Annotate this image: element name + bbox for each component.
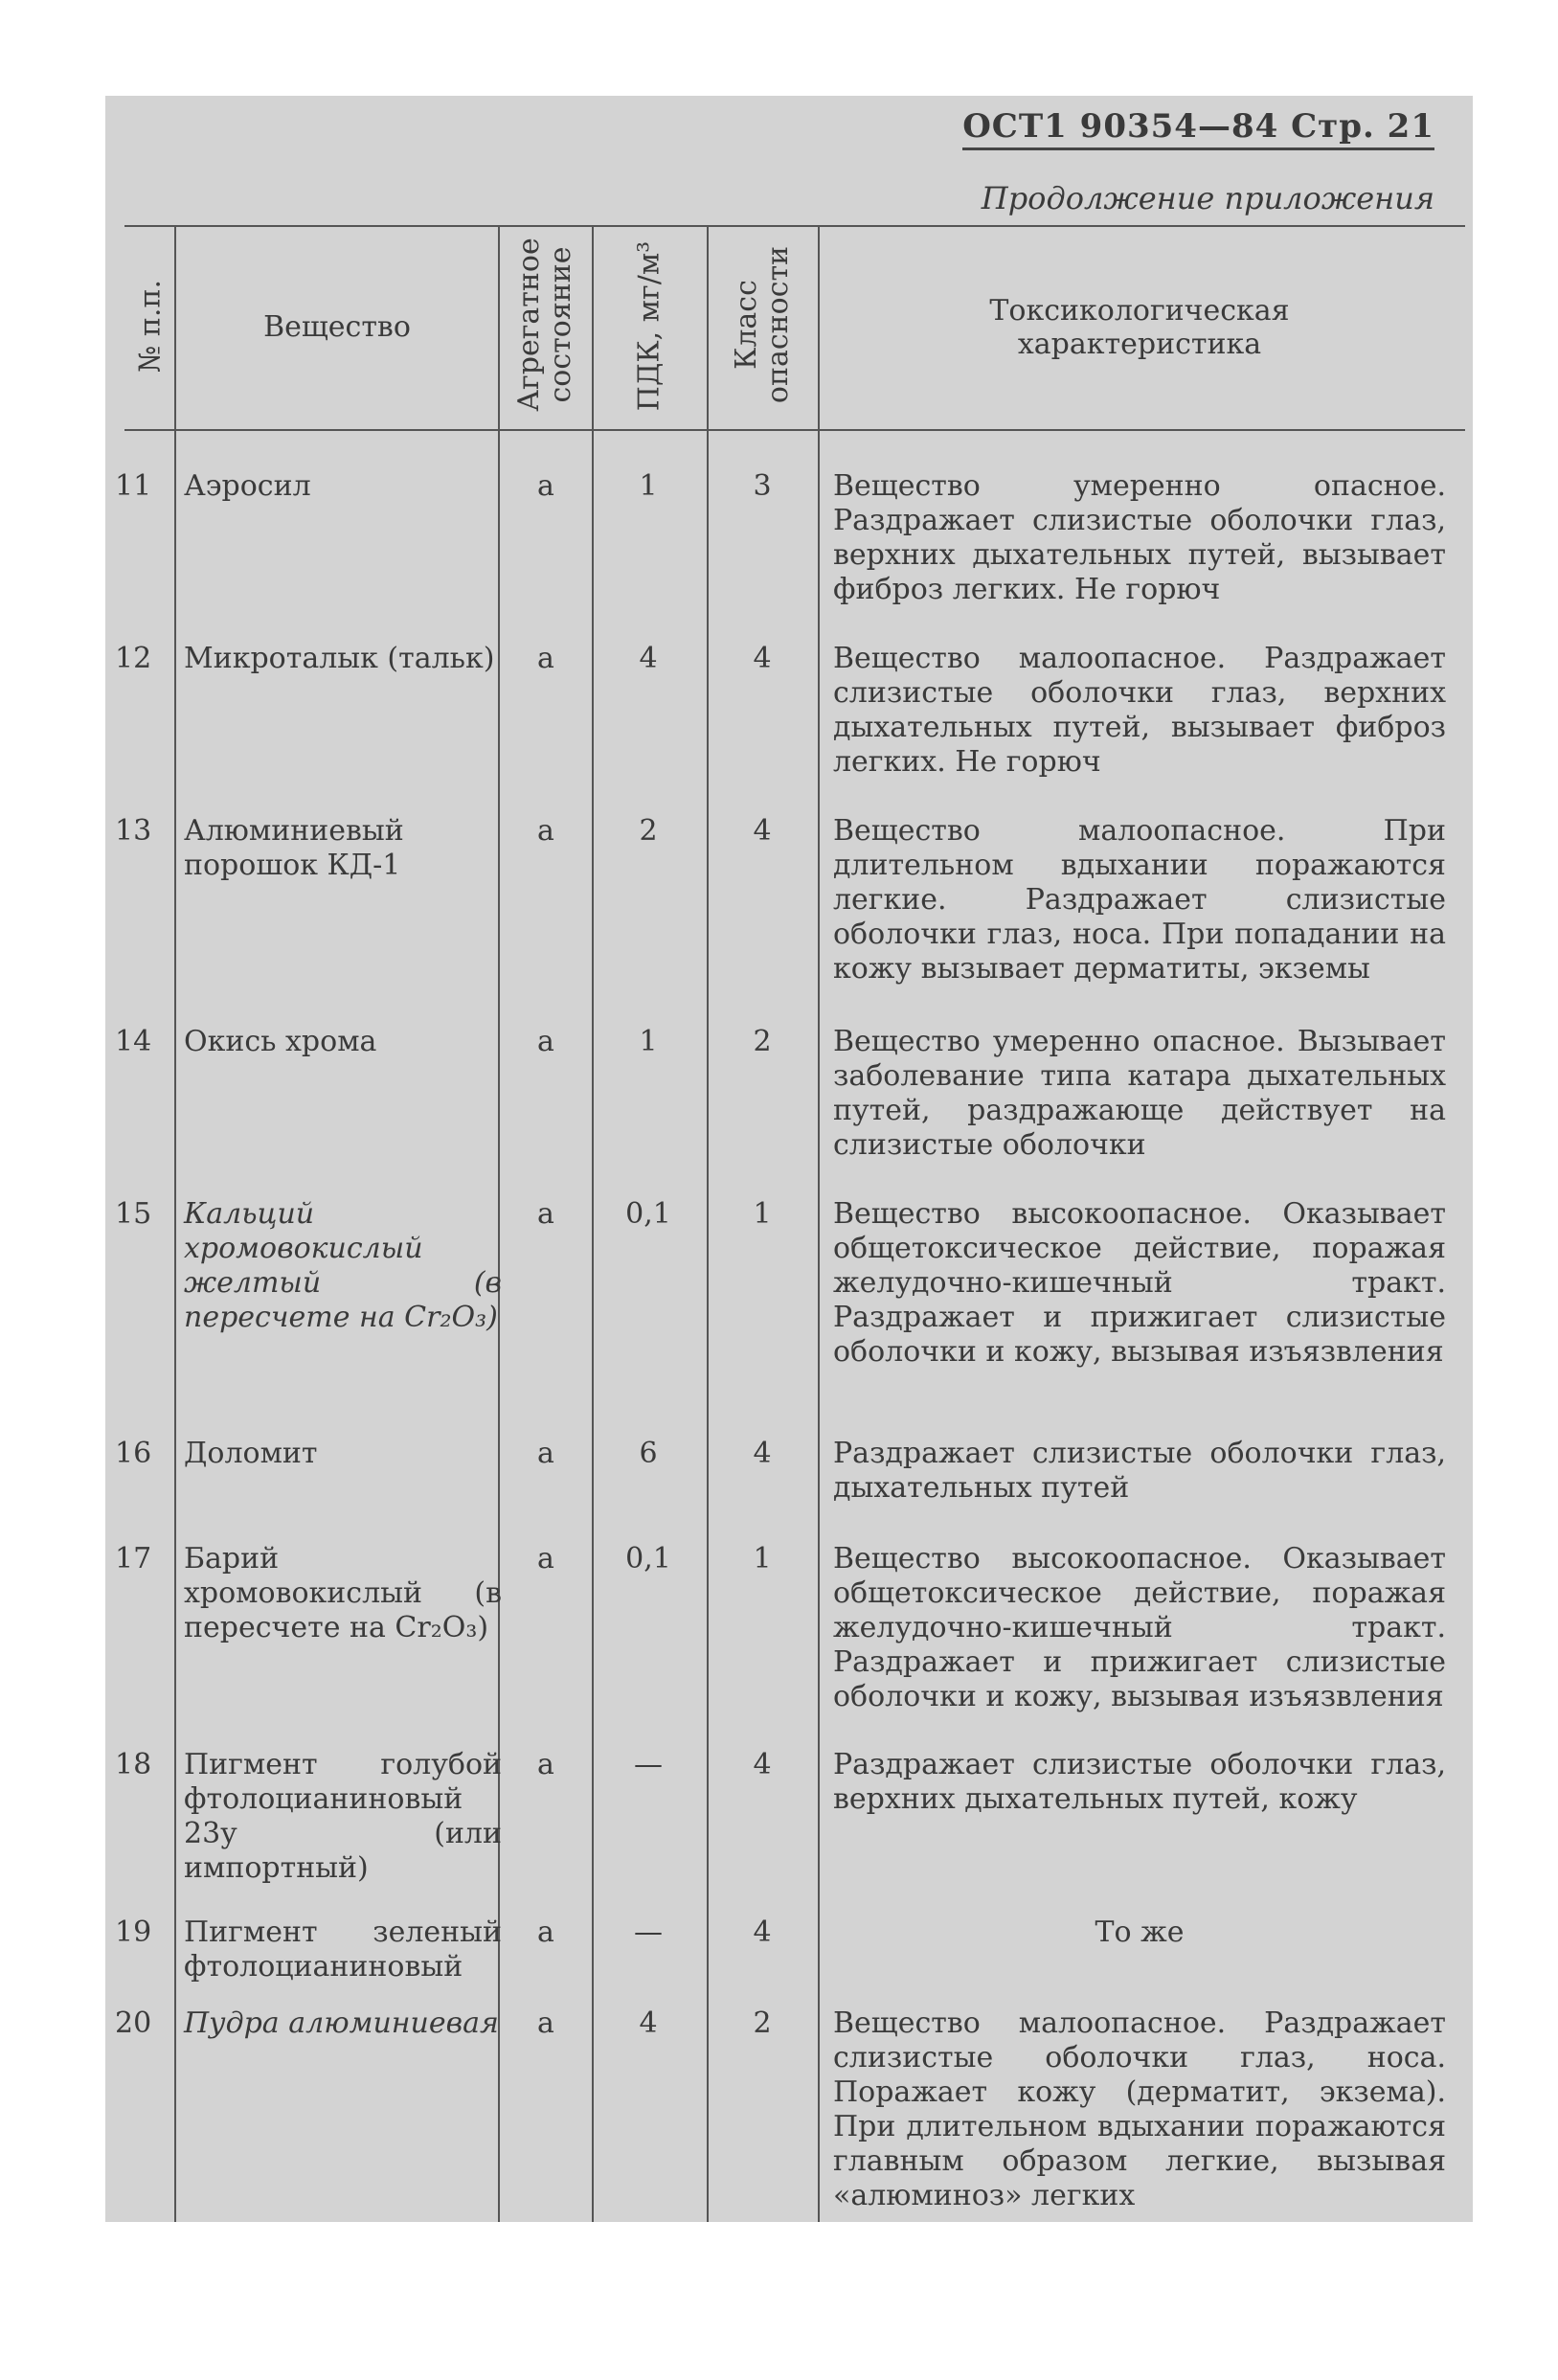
substance-name: Микроталык (тальк) bbox=[184, 642, 495, 675]
column-header-aggregate bbox=[513, 234, 576, 416]
substance-name: Окись хрома bbox=[184, 1025, 377, 1058]
row-number: 14 bbox=[115, 1025, 152, 1058]
pdk-value: 1 bbox=[639, 1025, 658, 1058]
toxicology-text: Раздражает слизистые оболочки глаз, верхних дыхательных путей, кожу bbox=[833, 1748, 1446, 1816]
aggregate-state: а bbox=[537, 1197, 554, 1231]
toxicology-text: Раздражает слизистые оболочки глаз, дыхательных путей bbox=[833, 1437, 1446, 1505]
toxicology-text: Вещество малоопасное. При длительном вдыхании поражаются легкие. Раздражает слизистые оболочки глаз, носа. При попадании на кожу вызывает дерматиты, экземы bbox=[833, 814, 1446, 986]
toxicology-text: Вещество высокоопасное. Оказывает общетоксическое действие, поражая желудочно-кишечный тракт. Раздражает и прижигает слизистые оболочки и кожу, вызывая изъязвления bbox=[833, 1197, 1446, 1369]
column-header-hazard-class bbox=[731, 234, 794, 416]
toxicology-text: То же bbox=[1095, 1915, 1185, 1949]
toxicology-text: Вещество малоопасное. Раздражает слизистые оболочки глаз, носа. Поражает кожу (дерматит, экзема). При длительном вдыхании поражаются главным образом легкие, вызывая «алюминоз» легких bbox=[833, 2006, 1446, 2212]
pdk-value: 0,1 bbox=[625, 1542, 671, 1575]
row-number: 13 bbox=[115, 814, 152, 848]
toxicology-text: Вещество высокоопасное. Оказывает общетоксическое действие, поражая желудочно-кишечный тракт. Раздражает и прижигает слизистые оболочки и кожу, вызывая изъязвления bbox=[833, 1542, 1446, 1713]
row-number: 17 bbox=[115, 1542, 152, 1575]
substance-name: Алюминиевый порошок КД-1 bbox=[184, 814, 404, 882]
column-header-pdk: ПДК, мг/м³ bbox=[632, 240, 666, 412]
substance-name: Пудра алюминиевая bbox=[184, 2006, 499, 2040]
aggregate-state: а bbox=[537, 814, 554, 848]
column-divider bbox=[174, 225, 176, 2222]
pdk-value: 2 bbox=[639, 814, 658, 848]
pdk-value: 1 bbox=[639, 469, 658, 503]
aggregate-state: а bbox=[537, 1025, 554, 1058]
document-page bbox=[105, 96, 1473, 2222]
aggregate-state: а bbox=[537, 642, 554, 675]
continuation-note: Продолжение приложения bbox=[981, 180, 1434, 216]
aggregate-state: а bbox=[537, 469, 554, 503]
document-code: ОСТ1 90354—84 Стр. 21 bbox=[962, 107, 1434, 150]
substance-name: Барий хромовокислый (в пересчете на Cr₂O₃) bbox=[184, 1542, 502, 1644]
row-number: 11 bbox=[115, 469, 152, 503]
toxicology-text: Вещество умеренно опасное. Раздражает слизистые оболочки глаз, верхних дыхательных путей, вызывает фиброз легких. Не горюч bbox=[833, 469, 1446, 606]
substance-name: Пигмент зеленый фтолоцианиновый bbox=[184, 1915, 502, 1983]
hazard-class: 4 bbox=[753, 642, 772, 675]
hazard-class: 2 bbox=[753, 2006, 772, 2040]
pdk-value: 4 bbox=[639, 642, 658, 675]
toxicology-text: Вещество умеренно опасное. Вызывает заболевание типа катара дыхательных путей, раздражающе действует на слизистые оболочки bbox=[833, 1025, 1446, 1162]
row-number: 20 bbox=[115, 2006, 152, 2040]
pdk-value: — bbox=[634, 1915, 663, 1949]
substance-name: Пигмент голубой фтолоцианиновый 23у (или импортный) bbox=[184, 1748, 502, 1885]
aggregate-label: Агрегатное состояние bbox=[512, 238, 577, 412]
aggregate-state: а bbox=[537, 1748, 554, 1781]
pdk-value: 6 bbox=[639, 1437, 658, 1470]
toxicology-text: Вещество малоопасное. Раздражает слизистые оболочки глаз, верхних дыхательных путей, вызывает фиброз легких. Не горюч bbox=[833, 642, 1446, 779]
row-number: 19 bbox=[115, 1915, 152, 1949]
row-number: 12 bbox=[115, 642, 152, 675]
hazard-class: 4 bbox=[753, 1437, 772, 1470]
aggregate-state: а bbox=[537, 1437, 554, 1470]
pdk-value: 4 bbox=[639, 2006, 658, 2040]
pdk-value: — bbox=[634, 1748, 663, 1781]
substance-name: Доломит bbox=[184, 1437, 318, 1470]
table-header-rule bbox=[124, 429, 1465, 431]
hazard-class: 4 bbox=[753, 1915, 772, 1949]
hazard-class: 4 bbox=[753, 1748, 772, 1781]
column-header-toxicology: Токсикологическая характеристика bbox=[989, 294, 1290, 361]
row-number: 16 bbox=[115, 1437, 152, 1470]
hazard-class: 2 bbox=[753, 1025, 772, 1058]
aggregate-state: а bbox=[537, 1542, 554, 1575]
hazard-class-label: Класс опасности bbox=[730, 245, 795, 404]
aggregate-state: а bbox=[537, 1915, 554, 1949]
substance-name: Кальций хромовокислый желтый (в пересчете на Cr₂O₃) bbox=[184, 1197, 502, 1334]
row-number: 15 bbox=[115, 1197, 152, 1231]
column-header-substance: Вещество bbox=[263, 310, 411, 345]
pdk-value: 0,1 bbox=[625, 1197, 671, 1231]
hazard-class: 4 bbox=[753, 814, 772, 848]
column-divider bbox=[818, 225, 820, 2222]
substance-name: Аэросил bbox=[184, 469, 311, 503]
hazard-class: 1 bbox=[753, 1542, 772, 1575]
aggregate-state: а bbox=[537, 2006, 554, 2040]
hazard-class: 1 bbox=[753, 1197, 772, 1231]
hazard-class: 3 bbox=[753, 469, 772, 503]
column-header-no: № п.п. bbox=[133, 280, 168, 373]
row-number: 18 bbox=[115, 1748, 152, 1781]
